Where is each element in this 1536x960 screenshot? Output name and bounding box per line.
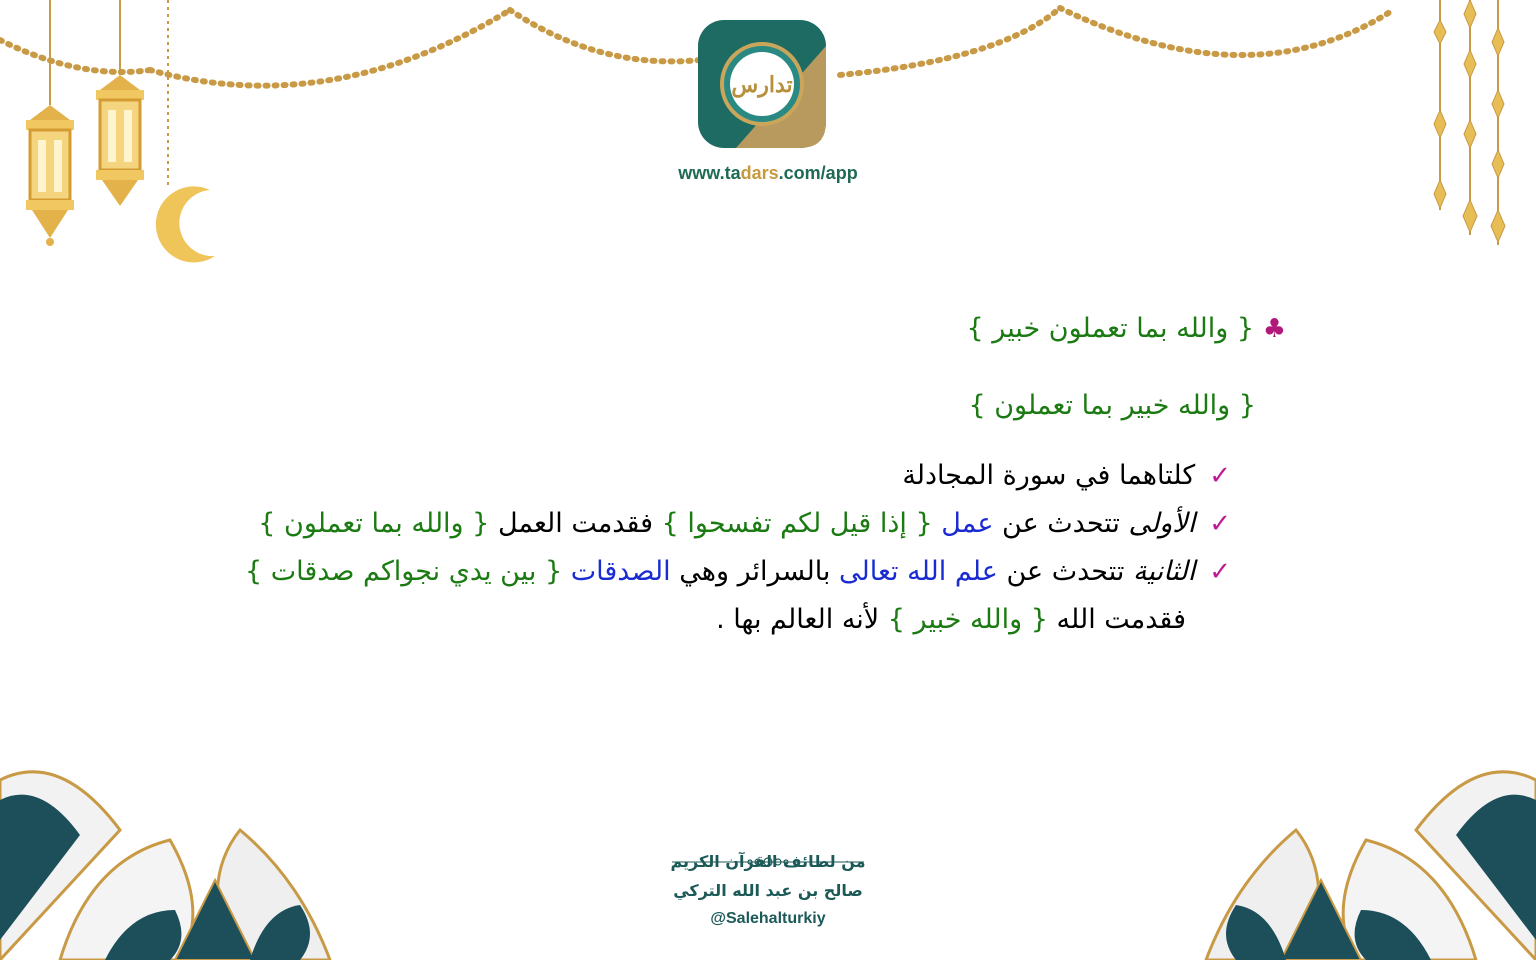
point-1 bbox=[902, 460, 1231, 491]
footer-series-title: من لطائف القرآن الكريم bbox=[670, 852, 866, 871]
footer-social-handle[interactable]: @Salehalturkiy bbox=[710, 910, 826, 927]
flower-ornament-left bbox=[0, 740, 340, 960]
point-2-highlight: عمل bbox=[941, 508, 994, 539]
point-3-highlight-2: الصدقات bbox=[570, 556, 671, 587]
point-3-continuation: فقدمت الله { والله خبير } لأنه العالم بها . bbox=[716, 604, 1186, 635]
app-logo[interactable] bbox=[696, 18, 828, 150]
second-verse: { والله خبير بما تعملون } bbox=[968, 390, 1256, 421]
heading-verse-text: { والله بما تعملون خبير } bbox=[966, 313, 1255, 344]
crescent-icon bbox=[156, 186, 215, 262]
point-1-text: كلتاهما في سورة المجادلة bbox=[902, 460, 1196, 491]
checkmark-icon: ✓ bbox=[1209, 461, 1231, 491]
lanterns-left bbox=[10, 0, 230, 270]
point-3-highlight-1: علم الله تعالى bbox=[839, 556, 998, 587]
lantern-icon bbox=[96, 75, 144, 206]
checkmark-icon: ✓ bbox=[1209, 557, 1231, 587]
heading-verse bbox=[967, 313, 1286, 344]
checkmark-icon: ✓ bbox=[1209, 509, 1231, 539]
flower-ornament-right bbox=[1196, 740, 1536, 960]
point-3-label: الثانية bbox=[1132, 556, 1196, 587]
point-3: ✓الثانية تتحدث عن علم الله تعالى بالسرائر وهي الصدقات { بين يدي نجواكم صدقات } bbox=[244, 556, 1231, 587]
point-2: ✓الأولى تتحدث عن عمل { إذا قيل لكم تفسحوا } فقدمت العمل { والله بما تعملون } bbox=[258, 508, 1231, 539]
lantern-icon bbox=[26, 105, 74, 246]
hanging-ornaments-right bbox=[1418, 0, 1528, 260]
app-url[interactable]: www.tadars.com/app bbox=[678, 163, 858, 183]
club-icon: ♣ bbox=[1262, 314, 1286, 344]
point-2-label: الأولى bbox=[1128, 508, 1196, 539]
footer-author: صالح بن عبد الله التركي bbox=[673, 881, 863, 900]
footer bbox=[660, 852, 876, 938]
logo-text: تدارس bbox=[731, 72, 793, 98]
